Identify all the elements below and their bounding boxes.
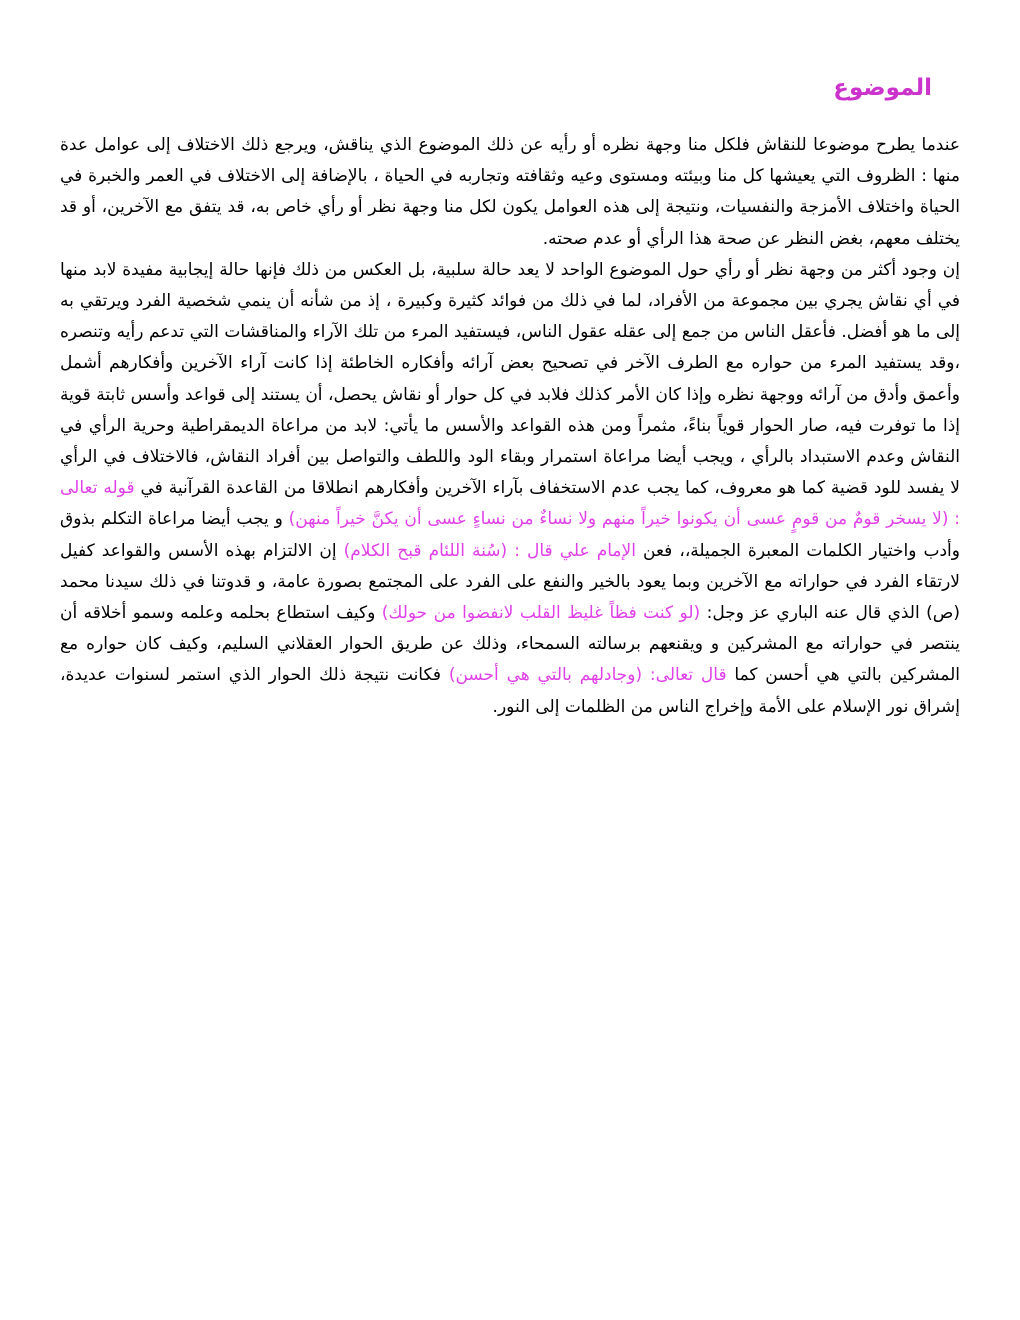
paragraph bbox=[60, 255, 960, 723]
quote-highlight: قال تعالى: (وجادلهم بالتي هي أحسن) bbox=[448, 665, 727, 686]
text-segment: وكيف استطاع بحلمه وعلمه وسمو أخلاقه أن ينتصر في حواراته مع المشركين و ويقنعهم برسالته السمحاء، وذلك عن طريق الحوار العقلاني السليم، وكيف كان حواره مع المشركين بالتي هي أحسن كما bbox=[60, 603, 960, 686]
text-segment: إن الالتزام بهذه الأسس والقواعد كفيل لارتقاء الفرد في حواراته مع الآخرين وبما يعود بالخير والنفع على الفرد على المجتمع بصورة عامة، و قدوتنا في ذلك سيدنا محمد (ص) الذي قال عنه الباري عز وجل: bbox=[60, 540, 960, 624]
text-segment: إن وجود أكثر من وجهة نظر أو رأي حول الموضوع الواحد لا يعد حالة سلبية، بل العكس من ذلك فإنها حالة إيجابية مفيدة لابد منها في أي نقاش يجري بين مجموعة من الأفراد، لما في ذلك من فوائد كثيرة وكبيرة ، إذ من شأنه أن ينمي شخصية الفرد ويرتقي به إلى ما هو أفضل. فأعقل الناس من جمع إلى عقله عقول الناس، فيستفيد المرء من تلك الآراء والمناقشات التي تدعم رأيه وتنصره ،وقد يستفيد المرء من حواره مع الطرف الآخر في تصحيح بعض آرائه وأفكاره الخاطئة إذا كانت آراء الآخرين وأفكارهم أشمل وأعمق وأدق من آرائه ووجهة نظره وإذا كان الأمر كذلك فلابد في كل حوار أو نقاش يحصل، أن يستند إلى قواعد وأسس ثابتة قوية إذا ما توفرت فيه، صار الحوار قوياً بناءً، مثمراً ومن هذه القواعد والأسس ما يأتي: لابد من مراعاة الديمقراطية وحرية الرأي في النقاش وعدم الاستبداد بالرأي ، ويجب أيضا مراعاة استمرار وبقاء الود واللطف والتواصل بين أفراد النقاش، فالاختلاف في الرأي لا يفسد للود قضية كما هو معروف، كما يجب عدم الاستخفاف بآراء الآخرين وأفكارهم انطلاقا من القاعدة القرآنية في bbox=[60, 259, 960, 499]
text-segment: و يجب أيضا مراعاة التكلم بذوق وأدب واختيار الكلمات المعبرة الجميلة،، فعن bbox=[60, 509, 960, 561]
text-segment: فكانت نتيجة ذلك الحوار الذي استمر لسنوات عديدة، إشراق نور الإسلام على الأمة وإخراج الناس من الظلمات إلى النور. bbox=[60, 665, 960, 717]
quote-highlight: الإمام علي قال : (سُنة اللئام قبح الكلام) bbox=[343, 540, 636, 561]
document-title: الموضوع bbox=[833, 75, 932, 101]
document-body bbox=[60, 130, 960, 723]
text-segment: عندما يطرح موضوعا للنقاش فلكل منا وجهة نظره أو رأيه عن ذلك الموضوع الذي يناقش، ويرجع ذلك الاختلاف إلى عوامل عدة منها : الظروف التي يعيشها كل منا وبيئته ومستوى وعيه وثقافته وتجاربه في الحياة ، بالإضافة إلى الاختلاف في العمر والخبرة في الحياة واختلاف الأمزجة والنفسيات، ونتيجة إلى هذه العوامل يكون لكل منا وجهة نظر أو رأي خاص به، قد يتفق مع الآخرين، أو قد يختلف معهم، بغض النظر عن صحة هذا الرأي أو عدم صحته. bbox=[60, 135, 960, 249]
quote-highlight: (لو كنت فظاً غليظ القلب لانفضوا من حولك) bbox=[381, 603, 701, 624]
quote-highlight: قوله تعالى : (لا يسخر قومٌ من قومٍ عسى أن يكونوا خيراً منهم ولا نساءٌ من نساءٍ عسى أن يكنَّ خيراً منهن) bbox=[60, 478, 961, 530]
paragraph bbox=[60, 130, 960, 255]
